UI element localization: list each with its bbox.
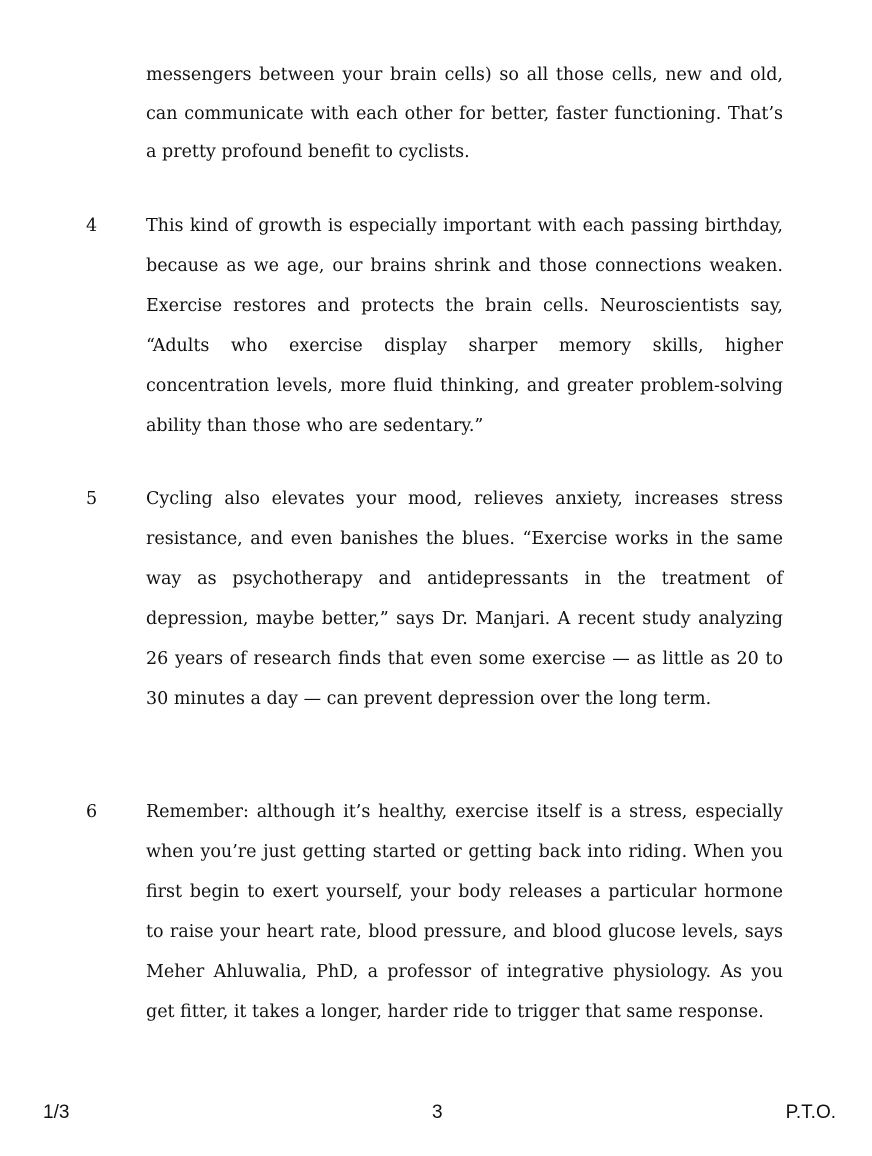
paragraph-5: Cycling also elevates your mood, relieves anxiety, increases stress resistance, and even banishes the blues. “Exercise works in the same way as psychotherapy and antidepressants in the treatment of depression, maybe better,” says Dr. Manjari. A recent study analyzing 26 years of research finds that even some exercise — as little as 20 to 30 minutes a day — can prevent depression over the long term. bbox=[146, 489, 783, 709]
paragraph-number-6: 6 bbox=[86, 802, 98, 822]
footer-set-code: 1/3 bbox=[43, 1102, 70, 1123]
paragraph-4: This kind of growth is especially important with each passing birthday, because as we age, our brains shrink and those connections weaken. Exercise restores and protects the brain cells. Neuroscientists say, “Adults who exercise display sharper memory skills, higher concentration levels, more fluid thinking, and greater problem-solving ability than those who are sedentary.” bbox=[146, 216, 783, 436]
paragraph-continued: messengers between your brain cells) so all those cells, new and old, can communicate with each other for better, faster functioning. That’s a pretty profound benefit to cyclists. bbox=[146, 65, 783, 162]
paragraph-number-5: 5 bbox=[86, 489, 98, 509]
footer-page-number: 3 bbox=[432, 1102, 443, 1123]
paragraph-6: Remember: although it’s healthy, exercise itself is a stress, especially when you’re just getting started or getting back into riding. When you first begin to exert yourself, your body releases a particular hormone to raise your heart rate, blood pressure, and blood glucose levels, says Meher Ahluwalia, PhD, a professor of integrative physiology. As you get fitter, it takes a longer, harder ride to trigger that same response. bbox=[146, 802, 783, 1022]
footer-pto: P.T.O. bbox=[785, 1102, 836, 1123]
paragraph-number-4: 4 bbox=[86, 216, 98, 236]
